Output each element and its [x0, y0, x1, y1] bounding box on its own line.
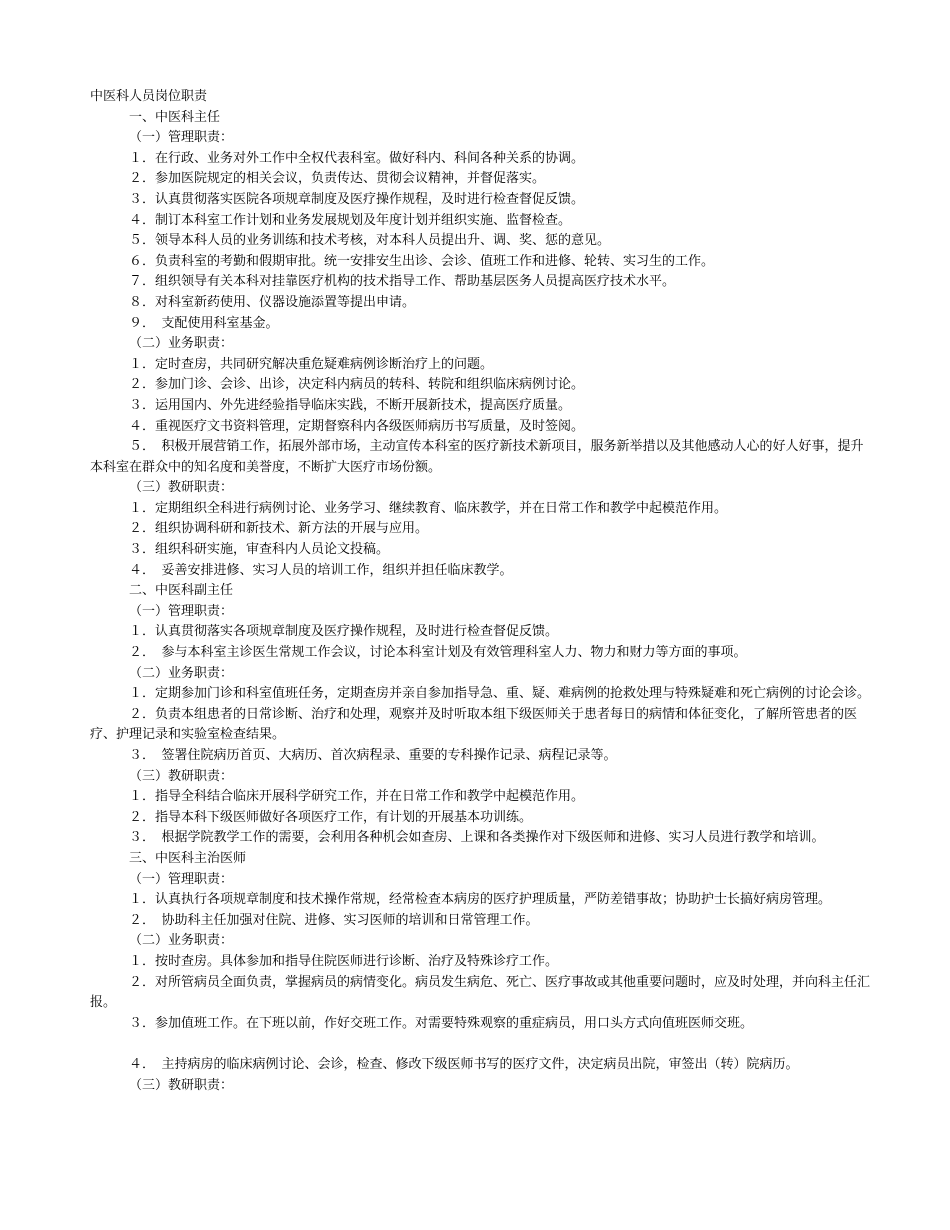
duty-item: ８．对科室新药使用、仪器设施添置等提出申请。 [129, 294, 416, 310]
duty-item: ５． 积极开展营销工作，拓展外部市场，主动宣传本科室的医疗新技术新项目，服务新举措以及其他感动人心的好人好事，提升本科室在群众中的知名度和美誉度，不断扩大医疗市场份额。 [90, 439, 864, 475]
duty-item: ４．制订本科室工作计划和业务发展规划及年度计划并组织实施、监督检查。 [129, 212, 572, 228]
subsection-heading: （一）管理职责： [129, 130, 234, 146]
subsection-heading: （二）业务职责： [129, 933, 234, 949]
duty-item: ２．参加门诊、会诊、出诊，决定科内病员的转科、转院和组织临床病例讨论。 [129, 377, 585, 393]
subsection-heading: （三）教研职责： [129, 1077, 234, 1093]
subsection-heading: （二）业务职责： [129, 665, 234, 681]
duty-item: １．认真贯彻落实各项规章制度及医疗操作规程，及时进行检查督促反馈。 [129, 624, 559, 640]
duty-item: ３． 签署住院病历首页、大病历、首次病程录、重要的专科操作记录、病程记录等。 [129, 748, 617, 763]
duty-item: ９． 支配使用科室基金。 [129, 315, 279, 331]
document-page [90, 87, 870, 1096]
duty-item: ２．对所管病员全面负责，掌握病员的病情变化。病员发生病危、死亡、医疗事故或其他重要问题时，应及时处理，并向科主任汇报。 [90, 974, 871, 1011]
duty-item: ４． 妥善安排进修、实习人员的培训工作，组织并担任临床教学。 [129, 562, 513, 578]
duty-item: １．定时查房，共同研究解决重危疑难病例诊断治疗上的问题。 [129, 356, 494, 372]
document-body [90, 108, 870, 1097]
section-heading: 一、中医科主任 [129, 109, 221, 125]
duty-item: １．定期组织全科进行病例讨论、业务学习、继续教育、临床教学，并在日常工作和教学中起模范作用。 [129, 500, 728, 516]
section-heading: 二、中医科副主任 [129, 583, 234, 599]
duty-item: ２．负责本组患者的日常诊断、治疗和处理，观察并及时听取本组下级医师关于患者每日的病情和体征变化，了解所管患者的医疗、护理记录和实验室检查结果。 [90, 706, 858, 743]
blank-line [90, 1034, 870, 1055]
duty-item: ２．指导本科下级医师做好各项医疗工作，有计划的开展基本功训练。 [129, 809, 533, 825]
subsection-heading: （三）教研职责： [129, 480, 234, 496]
duty-item: ３．运用国内、外先进经验指导临床实践，不断开展新技术，提高医疗质量。 [129, 397, 572, 413]
duty-item: ３．认真贯彻落实医院各项规章制度及医疗操作规程，及时进行检查督促反馈。 [129, 191, 585, 207]
duty-item: ２．组织协调科研和新技术、新方法的开展与应用。 [129, 521, 429, 537]
duty-item: １．按时查房。具体参加和指导住院医师进行诊断、治疗及特殊诊疗工作。 [129, 953, 559, 969]
subsection-heading: （二）业务职责： [129, 336, 234, 352]
duty-item: ７．组织领导有关本科对挂靠医疗机构的技术指导工作、帮助基层医务人员提高医疗技术水平。 [129, 274, 676, 290]
duty-item: ５．领导本科人员的业务训练和技术考核，对本科人员提出升、调、奖、惩的意见。 [129, 233, 611, 249]
duty-item: ４． 主持病房的临床病例讨论、会诊，检查、修改下级医师书写的医疗文件，决定病员出院，审签出（转）院病历。 [129, 1056, 799, 1072]
subsection-heading: （三）教研职责： [129, 768, 234, 784]
duty-item: ６．负责科室的考勤和假期审批。统一安排安生出诊、会诊、值班工作和进修、轮转、实习生的工作。 [129, 253, 715, 269]
duty-item: ３．组织科研实施，审查科内人员论文投稿。 [129, 542, 390, 558]
duty-item: １．指导全科结合临床开展科学研究工作，并在日常工作和教学中起模范作用。 [129, 789, 585, 805]
document-title: 中医科人员岗位职责 [90, 89, 208, 104]
duty-item: １．定期参加门诊和科室值班任务，定期查房并亲自参加指导急、重、疑、难病例的抢救处理与特殊疑难和死亡病例的讨论会诊。 [129, 686, 871, 702]
section-heading: 三、中医科主治医师 [129, 850, 247, 866]
duty-item: ２． 协助科主任加强对住院、进修、实习医师的培训和日常管理工作。 [129, 912, 539, 928]
duty-item: ４．重视医疗文书资料管理，定期督察科内各级医师病历书写质量，及时签阅。 [129, 418, 585, 434]
duty-item: ２．参加医院规定的相关会议，负责传达、贯彻会议精神，并督促落实。 [129, 171, 546, 187]
duty-item: ３． 根据学院教学工作的需要，会利用各种机会如查房、上课和各类操作对下级医师和进修、实习人员进行教学和培训。 [129, 830, 825, 846]
subsection-heading: （一）管理职责： [129, 603, 234, 619]
duty-item: ２． 参与本科室主诊医生常规工作会议，讨论本科室计划及有效管理科室人力、物力和财力等方面的事项。 [129, 645, 747, 661]
subsection-heading: （一）管理职责： [129, 871, 234, 887]
duty-item: ３．参加值班工作。在下班以前，作好交班工作。对需要特殊观察的重症病员，用口头方式向值班医师交班。 [129, 1015, 754, 1031]
duty-item: １．在行政、业务对外工作中全权代表科室。做好科内、科间各种关系的协调。 [129, 150, 585, 166]
duty-item: １．认真执行各项规章制度和技术操作常规，经常检查本病房的医疗护理质量，严防差错事故；协助护士长搞好病房管理。 [129, 892, 832, 908]
